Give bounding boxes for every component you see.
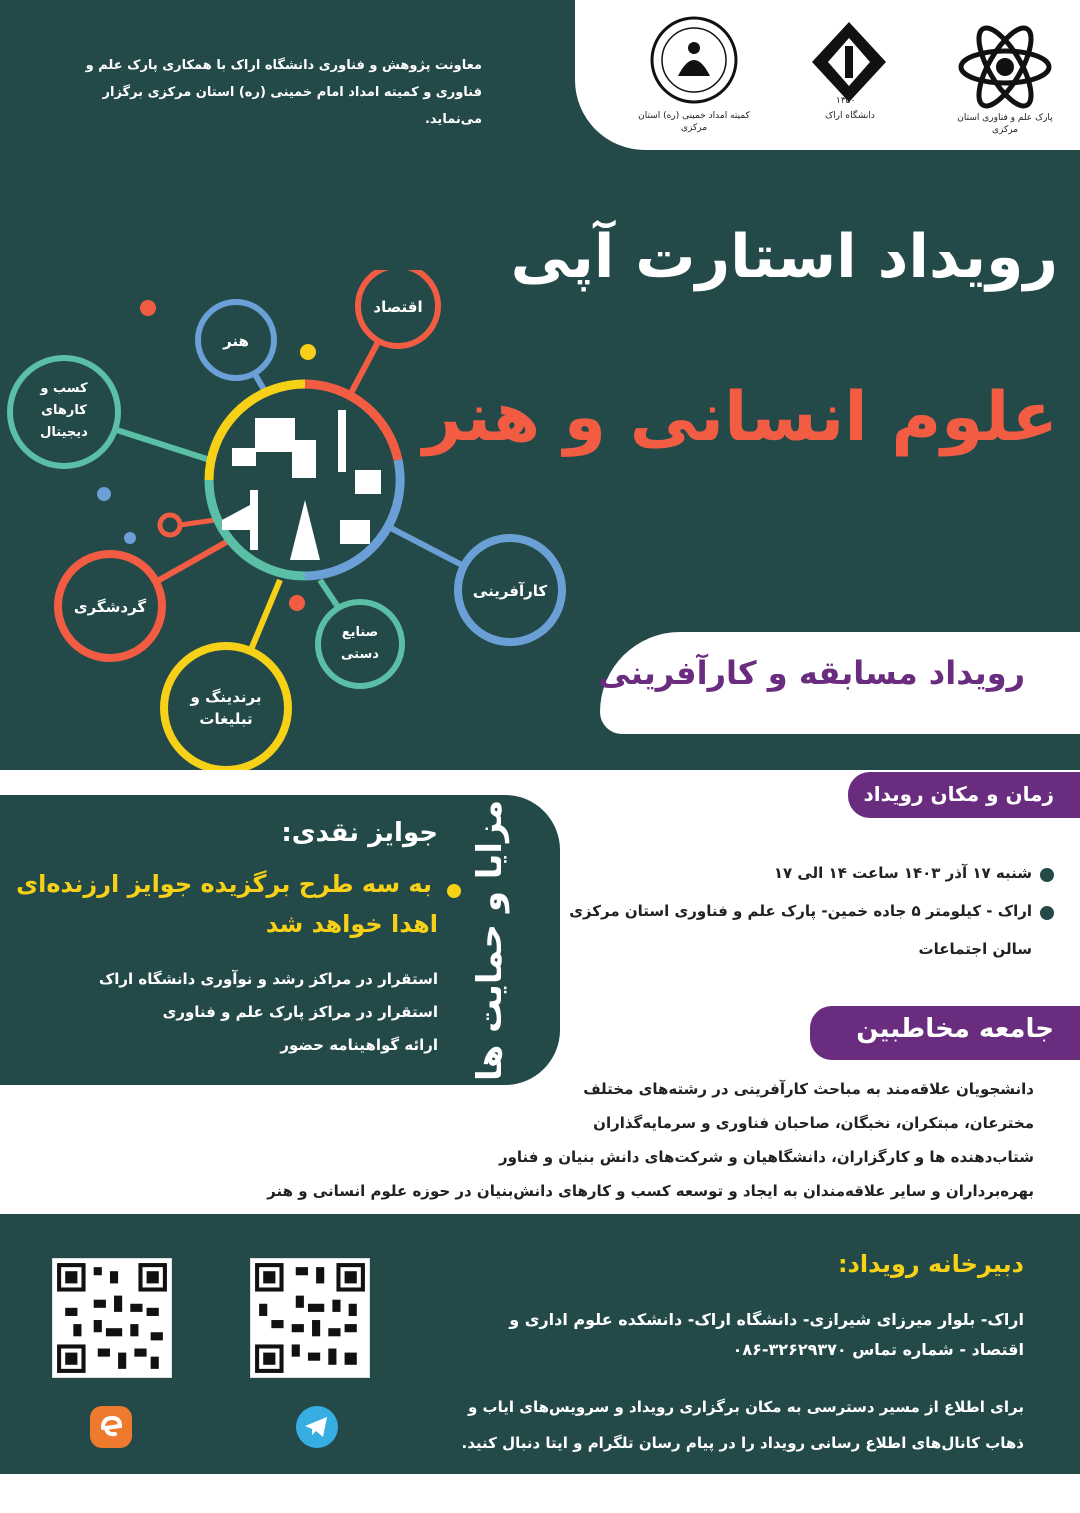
audience-heading: جامعه مخاطبین [856,1014,1054,1044]
sub-title: علوم انسانی و هنر [422,378,1058,457]
advantage-item-3: ارائه گواهینامه حضور [280,1036,438,1054]
audience-line-2: مخترعان، مبتکران، نخبگان، صاحبان فناوری و سرمایه‌گذاران [593,1114,1034,1132]
node-label-sanaye: صنایع دستی [341,625,379,662]
main-title: رویداد استارت آپی [510,222,1058,292]
node-label-karafarini: کارآفرینی [472,582,548,600]
secretariat-heading: دبیرخانه رویداد: [837,1250,1024,1278]
deco-dot [140,300,156,316]
relief-committee-logo [648,14,740,106]
intro-text: معاونت پژوهش و فناوری دانشگاه اراک با همکاری پارک علم و فناوری و کمیته امداد امام خمینی (ره) استان مرکزی برگزار می‌نماید. [85,58,482,127]
small-ring [160,515,180,535]
advantages-vertical-title: مزایا و حمایت ها [470,800,510,1082]
node-label-honar: هنر [223,332,249,350]
qr-code-telegram[interactable] [250,1258,370,1378]
prize-heading: جوایز نقدی: [281,818,438,848]
telegram-icon[interactable] [294,1404,340,1450]
node-label-branding: برندینگ و تبلیغات [190,688,262,728]
atom-icon [955,22,1055,112]
secretariat-address-1: اراک- بلوار میرزای شیرازی- دانشگاه اراک- دانشکده علوم اداری و [509,1310,1024,1329]
advantage-item-2: استقرار در مراکز پارک علم و فناوری [162,1003,438,1021]
audience-line-3: شتاب‌دهنده ها و کارگزاران، دانشگاهیان و شرکت‌های دانش بنیان و فناور [498,1148,1034,1166]
small-ring-connector [180,520,215,525]
advantage-item-1: استقرار در مراکز رشد و نوآوری دانشگاه اراک [98,970,438,988]
node-label-eqtesad: اقتصاد [373,298,423,316]
arak-university-year: ۱۳۵۰ [836,96,856,106]
secretariat-info-1: برای اطلاع از مسیر دسترسی به مکان برگزاری رویداد و سرویس‌های ایاب و [468,1398,1024,1416]
arak-university-logo [808,18,890,108]
prize-line1: به سه طرح برگزیده جوایز ارزنده‌ای [16,870,432,898]
qr-code-icon [251,1259,369,1377]
qr-code-eitaa[interactable] [52,1258,172,1378]
secretariat-address-2: اقتصاد - شماره تماس ۳۲۶۲۹۳۷۰-۰۸۶ [732,1340,1024,1359]
eitaa-logo [88,1404,134,1450]
event-date: شنبه ۱۷ آذر ۱۴۰۳ ساعت ۱۴ الی ۱۷ [773,864,1032,882]
time-place-heading: زمان و مکان رویداد [863,782,1054,806]
university-emblem-icon [808,18,890,108]
event-place-line2: سالن اجتماعات [918,940,1032,958]
prize-line2: اهدا خواهد شد [265,910,438,938]
relief-emblem-icon [648,14,740,106]
deco-dot [289,595,305,611]
secretariat-info-2: ذهاب کانال‌های اطلاع رسانی رویداد را در پیام رسان تلگرام و ایتا دنبال کنید. [461,1434,1024,1452]
qr-code-icon [53,1259,171,1377]
competition-title: رویداد مسابقه و کارآفرینی [598,654,1025,692]
place-bullet [1040,906,1054,920]
science-park-logo [955,22,1055,122]
node-label-digital: کسب و کارهای دیجیتال [40,381,88,440]
date-bullet [1040,868,1054,882]
relief-committee-caption: کمیته امداد خمینی (ره) استان مرکزی [638,111,750,133]
deco-dot [300,344,316,360]
audience-line-4: بهره‌برداران و سایر علاقه‌مندان به ایجاد و توسعه کسب و کارهای دانش‌بنیان در حوزه علوم انسانی و هنر [267,1182,1034,1200]
audience-line-1: دانشجویان علاقه‌مند به مباحث کارآفرینی در رشته‌های مختلف [583,1080,1034,1098]
event-place-line1: اراک - کیلومتر ۵ جاده خمین- پارک علم و فناوری استان مرکزی [569,902,1032,920]
eitaa-icon[interactable] [88,1404,134,1450]
arak-university-caption: دانشگاه اراک [825,111,875,121]
bottom-strip [0,1474,1080,1513]
node-label-gardeshgari: گردشگری [73,598,147,616]
deco-dot [97,487,111,501]
prize-bullet [447,884,461,898]
telegram-logo [294,1404,340,1450]
deco-dot [124,532,136,544]
hub-diagram [0,270,600,790]
science-park-caption: پارک علم و فناوری استان مرکزی [957,113,1053,135]
